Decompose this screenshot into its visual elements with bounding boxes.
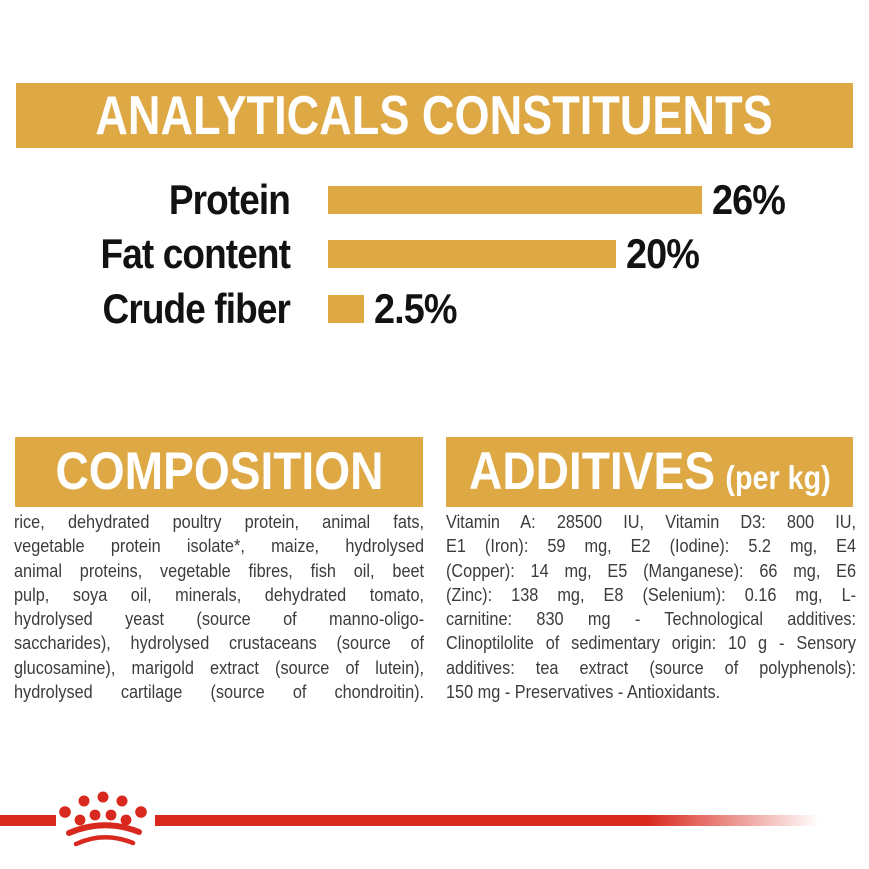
additives-title-wrap [469,437,831,507]
composition-title: COMPOSITION [55,442,383,501]
chart-category-label: Crude fiber [102,285,290,332]
body-text-line: saccharides), hydrolysed crustaceans (source of [14,632,425,654]
royal-canin-crown-logo-icon [50,785,156,855]
body-text-line: rice, dehydrated poultry protein, animal fats, [14,511,425,532]
analytical-constituents-title: ANALYTICALS CONSTITUENTS [95,84,774,146]
body-text-line: Vitamin A: 28500 IU, Vitamin D3: 800 IU, [446,511,857,532]
body-text-line: vegetable protein isolate*, maize, hydrolysed [14,535,425,557]
body-text-line: Clinoptilolite of sedimentary origin: 10 g - Sensory [446,632,857,654]
body-text-line: (Zinc): 138 mg, E8 (Selenium): 0.16 mg, L- [446,583,857,605]
body-text-line: E1 (Iron): 59 mg, E2 (Iodine): 5.2 mg, E4 [446,535,857,557]
additives-title: ADDITIVES [468,442,715,501]
analytical-constituents-chart [0,176,869,336]
body-text-line: 150 mg - Preservatives - Antioxidants. [446,681,721,703]
body-text-line: pulp, soya oil, minerals, dehydrated tomato, [14,583,425,605]
chart-bar [328,240,616,268]
body-text-line: animal proteins, vegetable fibres, fish oil, beet [14,559,425,581]
footer-red-line-right-fading [155,815,869,826]
chart-value-label: 20% [626,230,699,277]
additives-body-text [446,510,856,704]
chart-category-label: Protein [168,176,290,223]
chart-bar [328,295,364,323]
additives-header-bar [446,437,853,507]
chart-bar [328,186,702,214]
body-text-line: hydrolysed cartilage (source of chondroitin). [14,681,425,703]
body-text-line: additives: tea extract (source of polyphenols): [446,656,857,678]
analytical-constituents-header-bar [16,83,853,148]
body-text-line: glucosamine), marigold extract (source of lutein), [14,656,425,678]
chart-value-label: 2.5% [374,285,457,332]
composition-title-wrap [55,437,383,507]
chart-row [0,176,793,223]
footer-red-line-left [0,815,56,826]
chart-row [0,230,707,277]
composition-header-bar [15,437,423,507]
body-text-line: hydrolysed yeast (source of manno-oligo- [14,608,425,630]
additives-title-unit: (per kg) [725,459,831,496]
chart-category-label: Fat content [100,230,290,277]
body-text-line: (Copper): 14 mg, E5 (Manganese): 66 mg, E6 [446,559,857,581]
composition-body-text [14,510,424,704]
body-text-line: carnitine: 830 mg - Technological additives: [446,608,857,630]
chart-value-label: 26% [712,176,785,223]
chart-row [0,285,466,332]
